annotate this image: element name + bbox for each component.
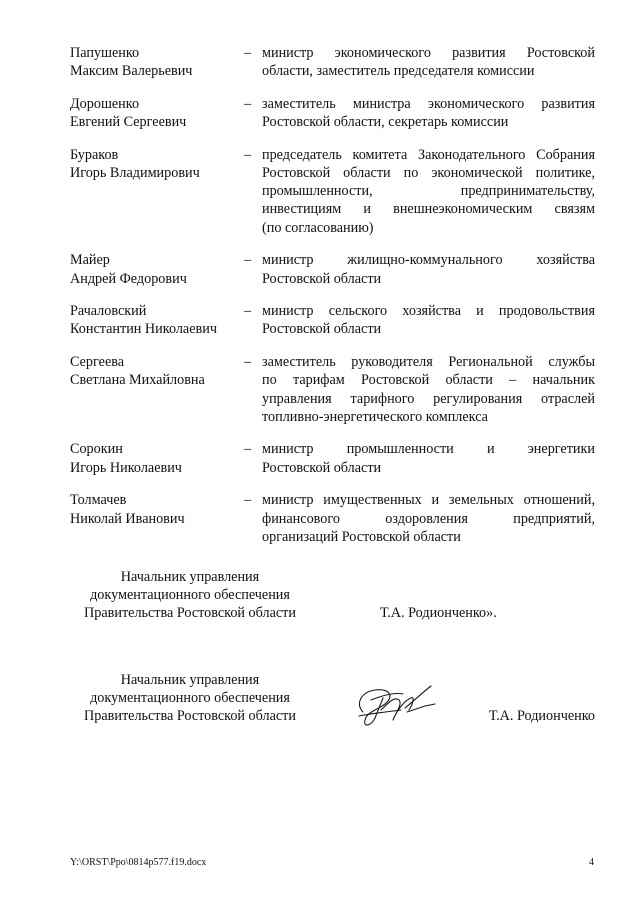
member-dash: – (244, 492, 252, 509)
member-dash: – (244, 252, 252, 269)
member-role (262, 491, 595, 546)
member-role-line: по тарифам Ростовской области – начальник (262, 372, 595, 389)
member-name (70, 146, 242, 237)
member-role-line: министр жилищно-коммунального хозяйства (262, 252, 595, 269)
commission-members-list (70, 44, 595, 560)
document-file-path: Y:\ORST\Ppo\0814p577.f19.docx (70, 857, 207, 868)
signatory-name: Т.А. Родионченко». (380, 605, 497, 621)
member-surname: Рачаловский (70, 303, 147, 320)
member-entry (70, 251, 595, 287)
member-name (70, 302, 242, 338)
member-entry (70, 146, 595, 237)
member-dash: – (244, 441, 252, 458)
member-given-names: Николай Иванович (70, 510, 185, 527)
member-surname: Сергеева (70, 354, 125, 371)
member-surname: Майер (70, 252, 110, 269)
member-role-line: председатель комитета Законодательного Собрания (262, 146, 595, 163)
member-role-line: министр сельского хозяйства и продовольствия (262, 303, 595, 320)
member-entry (70, 302, 595, 338)
member-given-names: Игорь Николаевич (70, 459, 182, 476)
member-role-line: заместитель руководителя Региональной службы (262, 354, 595, 371)
signatory-title-line: Начальник управления (120, 672, 260, 688)
member-name (70, 44, 242, 80)
member-entry (70, 95, 595, 131)
member-entry (70, 440, 595, 476)
member-surname: Бураков (70, 146, 119, 163)
member-role-line: финансового оздоровления предприятий, (262, 510, 595, 527)
member-given-names: Игорь Владимирович (70, 165, 200, 182)
member-role-line: (по согласованию) (262, 219, 374, 236)
signatory-title (70, 568, 310, 622)
signatory-name: Т.А. Родионченко (488, 708, 595, 724)
member-role-line: министр имущественных и земельных отношений, (262, 492, 595, 509)
member-given-names: Константин Николаевич (70, 321, 217, 338)
member-name (70, 491, 242, 546)
member-role-line: министр экономического развития Ростовской (262, 45, 595, 61)
member-entry (70, 353, 595, 426)
member-entry (70, 44, 595, 80)
member-dash: – (244, 303, 252, 320)
signatory-title (70, 671, 310, 725)
member-dash: – (244, 45, 252, 61)
page-number: 4 (589, 857, 594, 868)
member-role-line: Ростовской области (262, 459, 382, 476)
member-role-line: промышленности, предпринимательству, (262, 183, 595, 200)
member-name (70, 95, 242, 131)
signature-block-appendix (70, 568, 595, 622)
member-given-names: Светлана Михайловна (70, 372, 205, 389)
member-surname: Дорошенко (70, 95, 140, 112)
member-given-names: Евгений Сергеевич (70, 114, 187, 131)
member-role-line: организаций Ростовской области (262, 528, 461, 545)
member-role-line: заместитель министра экономического развития (262, 95, 595, 112)
member-role-line: топливно-энергетического комплекса (262, 408, 488, 425)
signature-block-final (70, 671, 595, 725)
signatory-title-line: документационного обеспечения (90, 690, 290, 706)
member-role (262, 44, 595, 80)
member-role-line: Ростовской области, секретарь комиссии (262, 114, 509, 131)
member-entry (70, 491, 595, 546)
member-role (262, 95, 595, 131)
member-surname: Папушенко (70, 45, 140, 61)
member-role (262, 353, 595, 426)
member-name (70, 251, 242, 287)
member-role-line: Ростовской области (262, 321, 382, 338)
member-given-names: Андрей Федорович (70, 270, 187, 287)
signatory-title-line: Правительства Ростовской области (84, 708, 296, 724)
signatory-title-line: Правительства Ростовской области (84, 605, 296, 621)
member-role-line: Ростовской области (262, 270, 382, 287)
member-role-line: министр промышленности и энергетики (262, 441, 595, 458)
member-role-line: области, заместитель председателя комиссии (262, 63, 535, 80)
member-role-line: инвестициям и внешнеэкономическим связям (262, 201, 595, 218)
member-name (70, 353, 242, 426)
member-role (262, 440, 595, 476)
member-dash: – (244, 146, 252, 163)
member-dash: – (244, 354, 252, 371)
member-role-line: Ростовской области по экономической политике, (262, 165, 595, 182)
handwritten-signature (345, 682, 440, 732)
member-name (70, 440, 242, 476)
member-role (262, 146, 595, 237)
member-surname: Толмачев (70, 492, 127, 509)
member-surname: Сорокин (70, 441, 123, 458)
member-role (262, 251, 595, 287)
member-given-names: Максим Валерьевич (70, 63, 193, 80)
signatory-title-line: документационного обеспечения (90, 587, 290, 603)
member-role (262, 302, 595, 338)
member-dash: – (244, 95, 252, 112)
signatory-title-line: Начальник управления (120, 569, 260, 585)
member-role-line: управления тарифного регулирования отраслей (262, 390, 595, 407)
